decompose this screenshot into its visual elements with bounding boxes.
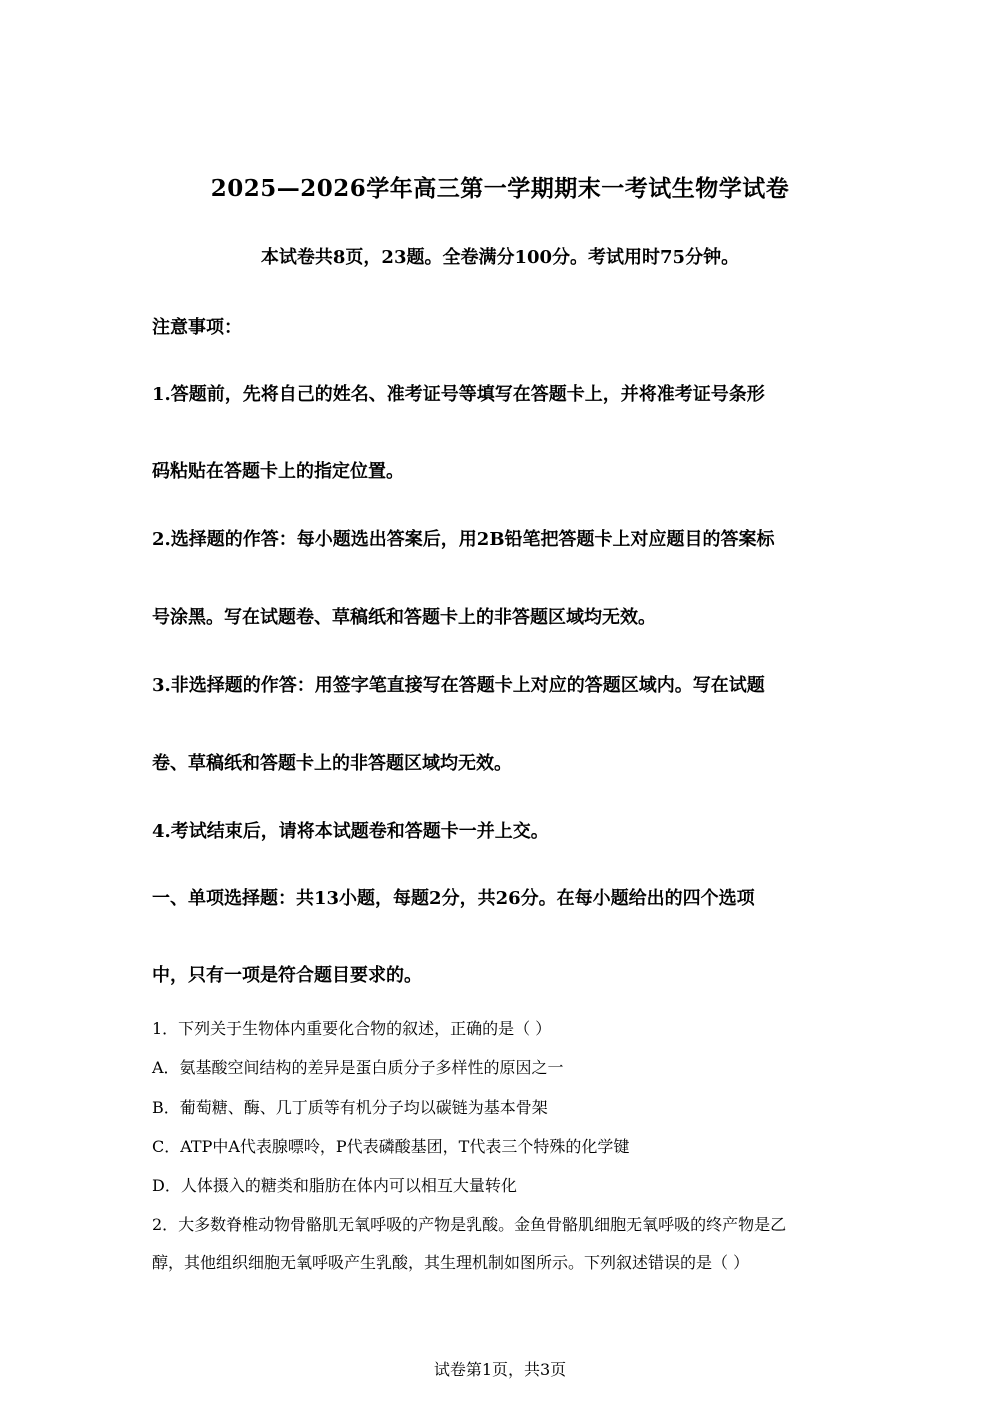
section-heading-line: 一、单项选择题：共13小题，每题2分，共26分。在每小题给出的四个选项	[152, 888, 755, 909]
notice-line: 码粘贴在答题卡上的指定位置。	[152, 461, 404, 482]
exam-subtitle: 本试卷共8页，23题。全卷满分100分。考试用时75分钟。	[260, 247, 740, 268]
question-1-option-a: A．氨基酸空间结构的差异是蛋白质分子多样性的原因之一	[152, 1058, 564, 1077]
notice-line: 2.选择题的作答：每小题选出答案后，用2B铅笔把答题卡上对应题目的答案标	[152, 529, 775, 550]
exam-title: 2025—2026学年高三第一学期期末一考试生物学试卷	[210, 175, 790, 202]
question-1-option-b: B．葡萄糖、酶、几丁质等有机分子均以碳链为基本骨架	[152, 1098, 548, 1117]
question-1-option-d: D．人体摄入的糖类和脂肪在体内可以相互大量转化	[152, 1176, 517, 1195]
question-1-option-c: C．ATP中A代表腺嘌呤，P代表磷酸基团，T代表三个特殊的化学键	[152, 1137, 630, 1156]
notice-line: 号涂黑。写在试题卷、草稿纸和答题卡上的非答题区域均无效。	[152, 607, 656, 628]
question-2-stem-line: 醇，其他组织细胞无氧呼吸产生乳酸，其生理机制如图所示。下列叙述错误的是（ ）	[152, 1253, 750, 1272]
question-2-stem-line: 2．大多数脊椎动物骨骼肌无氧呼吸的产物是乳酸。金鱼骨骼肌细胞无氧呼吸的终产物是乙	[152, 1215, 787, 1234]
notice-line: 1.答题前，先将自己的姓名、准考证号等填写在答题卡上，并将准考证号条形	[152, 384, 765, 405]
notice-heading: 注意事项：	[152, 317, 242, 338]
page-footer: 试卷第1页，共3页	[433, 1360, 567, 1379]
notice-line: 卷、草稿纸和答题卡上的非答题区域均无效。	[152, 753, 512, 774]
question-1-stem: 1．下列关于生物体内重要化合物的叙述，正确的是（ ）	[152, 1019, 552, 1038]
notice-line: 3.非选择题的作答：用签字笔直接写在答题卡上对应的答题区域内。写在试题	[152, 675, 765, 696]
section-heading-line: 中，只有一项是符合题目要求的。	[152, 965, 422, 986]
notice-line: 4.考试结束后，请将本试题卷和答题卡一并上交。	[152, 821, 549, 842]
